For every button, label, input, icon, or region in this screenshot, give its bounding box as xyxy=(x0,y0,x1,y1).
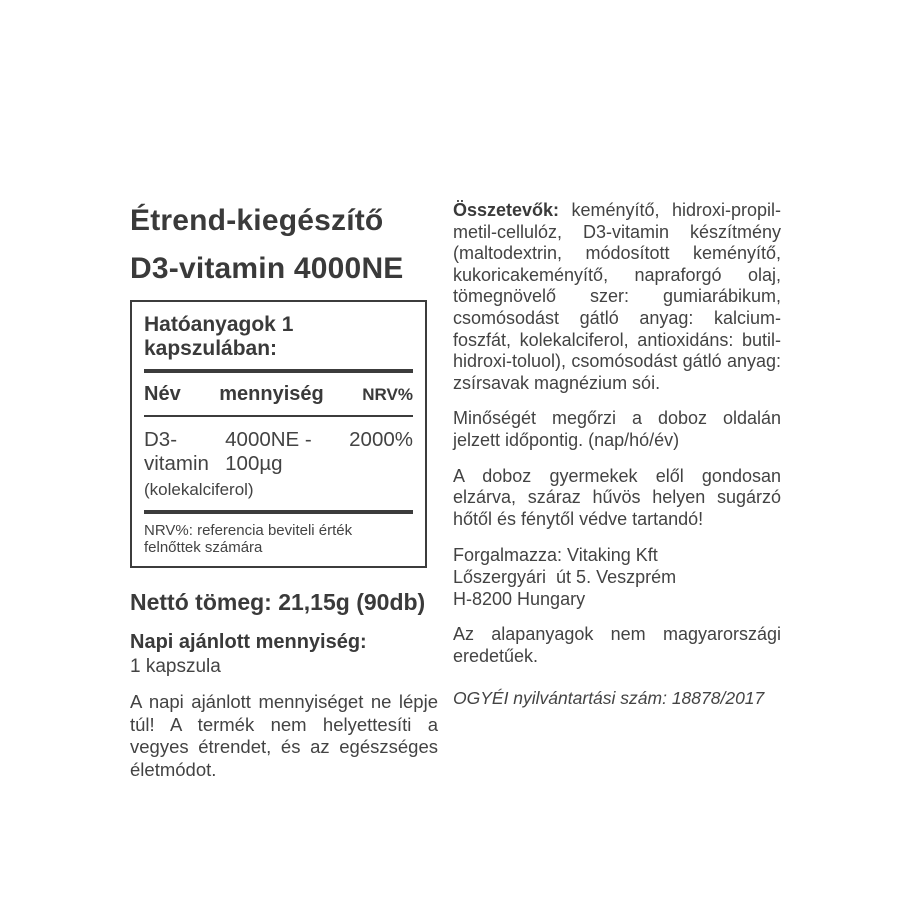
ingredient-subname: (kolekalciferol) xyxy=(144,480,254,499)
table-row xyxy=(144,417,413,478)
net-weight: Nettó tömeg: 21,15g (90db) xyxy=(130,589,426,615)
warning-paragraph: A napi ajánlott mennyiséget ne lépje túl! A termék nem helyettesíti a vegyes étrendet, és az egészséges életmódot. xyxy=(130,691,438,780)
table-column-headers xyxy=(144,373,413,415)
storage-paragraph: A doboz gyermekek elől gondosan elzárva, száraz hűvös helyen sugárzó hőtől és fénytől védve tartandó! xyxy=(453,465,781,529)
distributor-block xyxy=(453,544,781,610)
active-ingredients-box xyxy=(130,300,427,568)
ingredients-text: keményítő, hidroxi-propil-metil-cellulóz, D3-vitamin készítmény (maltodextrin, módosított keményítő, kukoricakeményítő, napraforgó olaj, tömegnövelő szer: gumiarábikum, csomósodást gátló anyag: kalcium-foszfát, kolekalciferol, antioxidáns: butil-hidroxi-toluol), csomósodást gátló anyag: zsírsavak magnézium sói. xyxy=(453,200,781,393)
product-title-line2: D3-vitamin 4000NE xyxy=(130,252,404,285)
ingredients-box-header: Hatóanyagok 1 kapszulában: xyxy=(144,313,294,360)
column-nrv: NRV% xyxy=(362,385,413,404)
origin-paragraph: Az alapanyagok nem magyarországi eredetűek. xyxy=(453,624,781,666)
registration-number: OGYÉI nyilvántartási szám: 18878/2017 xyxy=(453,687,765,708)
column-name: Név xyxy=(144,383,181,405)
ingredients-paragraph xyxy=(453,200,781,394)
daily-dose-heading: Napi ajánlott mennyiség: xyxy=(130,631,367,653)
left-column xyxy=(130,197,438,781)
ingredients-lead: Összetevők: xyxy=(453,200,560,220)
column-amount: mennyiség xyxy=(219,383,324,405)
distributor-line3: H-8200 Hungary xyxy=(453,589,586,610)
ingredient-amount: 4000NE - 100µg xyxy=(225,428,312,475)
quality-paragraph: Minőségét megőrzi a doboz oldalán jelzett időpontig. (nap/hó/év) xyxy=(453,408,781,450)
ingredient-nrv: 2000% xyxy=(349,428,413,451)
product-title-line1: Étrend-kiegészítő xyxy=(130,204,384,237)
distributor-line2: Lőszergyári út 5. Veszprém xyxy=(453,567,677,588)
daily-dose-value: 1 kapszula xyxy=(130,656,221,677)
ingredient-name: D3-vitamin xyxy=(144,428,209,475)
right-column xyxy=(453,200,781,709)
distributor-line1: Forgalmazza: Vitaking Kft xyxy=(453,545,658,566)
nrv-footnote: NRV%: referencia beviteli érték felnőttek számára xyxy=(144,522,353,556)
